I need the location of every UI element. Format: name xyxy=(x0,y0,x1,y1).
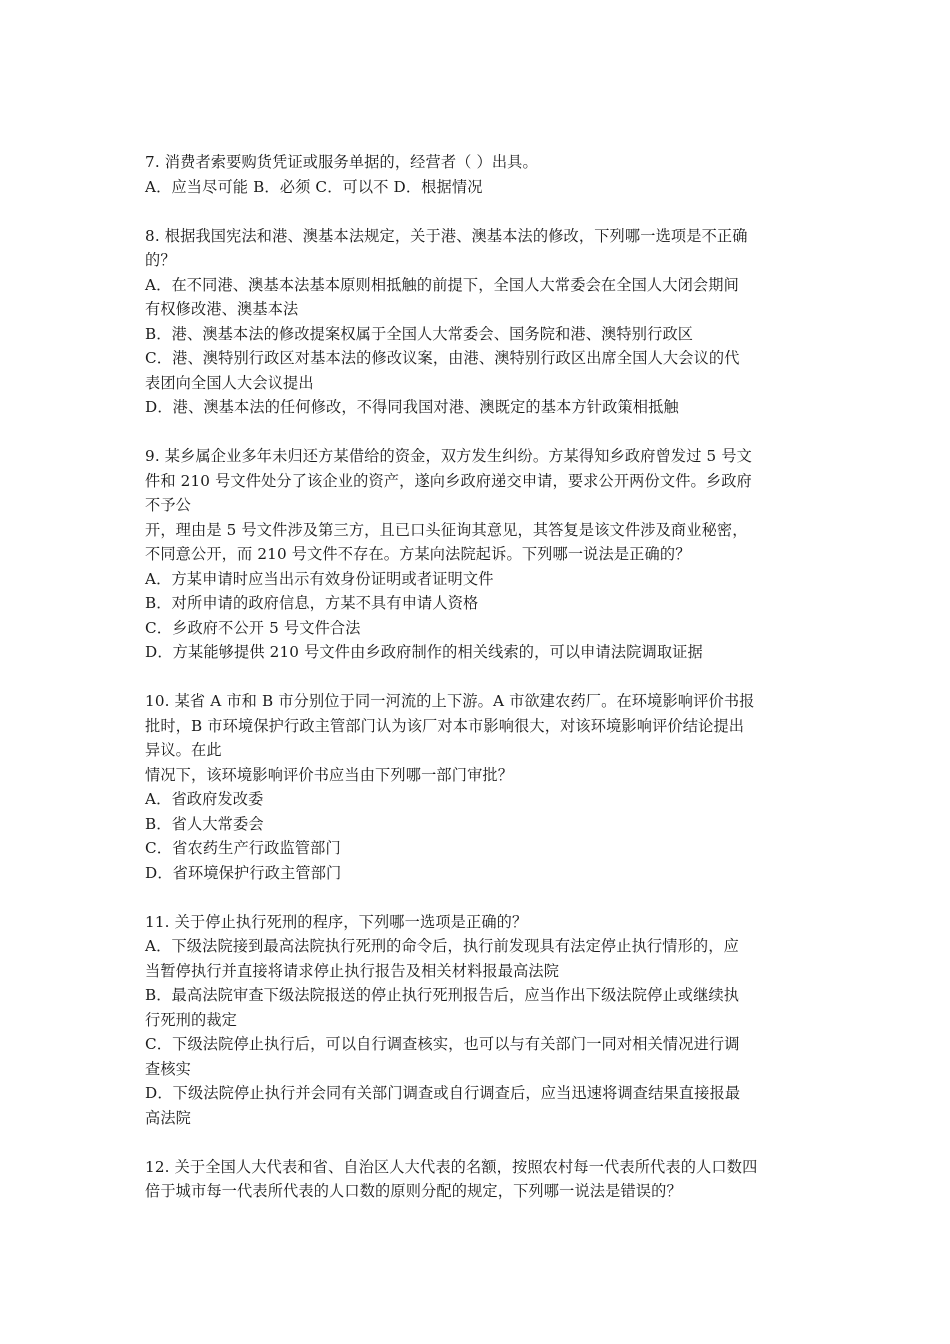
question-10-option-a: A．省政府发改委 xyxy=(145,790,264,808)
question-9-option-a: A．方某申请时应当出示有效身份证明或者证明文件 xyxy=(145,569,494,588)
question-11-option-a: A．下级法院接到最高法院执行死刑的命令后，执行前发现具有法定停止执行情形的，应 xyxy=(145,937,739,955)
question-9-option-c: C．乡政府不公开 5 号文件合法 xyxy=(145,618,361,637)
question-10-stem-line: 10. 某省 A 市和 B 市分别位于同一河流的上下游。A 市欲建农药厂。在环境影响评价书报 xyxy=(145,692,755,710)
question-10-option-c: C．省农药生产行政监管部门 xyxy=(145,839,341,857)
question-10 xyxy=(145,689,809,885)
question-11-option-b-cont: 行死刑的裁定 xyxy=(145,1010,238,1029)
question-11-option-b: B．最高法院审查下级法院报送的停止执行死刑报告后，应当作出下级法院停止或继续执 xyxy=(145,986,740,1004)
question-11-option-a-cont: 当暂停执行并直接将请求停止执行报告及相关材料报最高法院 xyxy=(145,961,560,980)
question-11-option-d: D．下级法院停止执行并会同有关部门调查或自行调查后，应当迅速将调查结果直接报最 xyxy=(145,1084,741,1102)
question-8-option-d: D．港、澳基本法的任何修改，不得同我国对港、澳既定的基本方针政策相抵触 xyxy=(145,398,679,416)
question-11-option-d-cont: 高法院 xyxy=(145,1108,192,1127)
question-7-stem: 7. 消费者索要购货凭证或服务单据的，经营者（ ）出具。 xyxy=(145,153,538,171)
question-10-option-d: D．省环境保护行政主管部门 xyxy=(145,863,342,882)
question-8-stem-line: 8. 根据我国宪法和港、澳基本法规定，关于港、澳基本法的修改，下列哪一选项是不正确 xyxy=(145,226,748,245)
question-8-option-c-cont: 表团向全国人大会议提出 xyxy=(145,373,314,392)
question-11-option-c-cont: 查核实 xyxy=(145,1059,192,1078)
question-10-option-b: B．省人大常委会 xyxy=(145,814,264,833)
question-8-option-a-cont: 有权修改港、澳基本法 xyxy=(145,300,299,318)
question-9-stem-line: 9. 某乡属企业多年未归还方某借给的资金，双方发生纠纷。方某得知乡政府曾发过 5 号文 xyxy=(145,447,753,465)
question-8-stem-line: 的？ xyxy=(145,251,176,269)
question-8-option-b: B．港、澳基本法的修改提案权属于全国人大常委会、国务院和港、澳特别行政区 xyxy=(145,324,694,343)
question-7 xyxy=(145,150,809,199)
question-9-option-b: B．对所申请的政府信息，方某不具有申请人资格 xyxy=(145,594,479,612)
question-8-option-c: C．港、澳特别行政区对基本法的修改议案，由港、澳特别行政区出席全国人大会议的代 xyxy=(145,349,740,367)
question-7-options: A．应当尽可能 B．必须 C．可以不 D．根据情况 xyxy=(145,177,483,196)
question-9-stem-line: 开，理由是 5 号文件涉及第三方，且已口头征询其意见，其答复是该文件涉及商业秘密， xyxy=(145,520,748,539)
question-12-stem-line: 倍于城市每一代表所代表的人口数的原则分配的规定，下列哪一说法是错误的？ xyxy=(145,1182,682,1200)
question-11-option-c: C．下级法院停止执行后，可以自行调查核实，也可以与有关部门一同对相关情况进行调 xyxy=(145,1035,740,1053)
question-9-stem-line: 件和 210 号文件处分了该企业的资产，遂向乡政府递交申请，要求公开两份文件。乡政府 xyxy=(145,471,752,490)
question-10-stem-line: 异议。在此 xyxy=(145,741,222,759)
question-11 xyxy=(145,910,809,1131)
question-9 xyxy=(145,444,809,665)
question-12-stem-line: 12. 关于全国人大代表和省、自治区人大代表的名额，按照农村每一代表所代表的人口数四 xyxy=(145,1157,758,1176)
question-9-option-d: D．方某能够提供 210 号文件由乡政府制作的相关线索的，可以申请法院调取证据 xyxy=(145,643,703,661)
question-9-stem-line: 不予公 xyxy=(145,496,192,514)
question-9-stem-line: 不同意公开，而 210 号文件不存在。方某向法院起诉。下列哪一说法是正确的？ xyxy=(145,545,691,563)
document-page xyxy=(145,150,809,1228)
question-11-stem: 11. 关于停止执行死刑的程序，下列哪一选项是正确的？ xyxy=(145,912,528,931)
question-10-stem-line: 批时，B 市环境保护行政主管部门认为该厂对本市影响很大，对该环境影响评价结论提出 xyxy=(145,716,745,735)
question-8 xyxy=(145,224,809,420)
question-12 xyxy=(145,1155,809,1204)
question-10-stem-line: 情况下，该环境影响评价书应当由下列哪一部门审批？ xyxy=(145,765,514,784)
question-8-option-a: A．在不同港、澳基本法基本原则相抵触的前提下，全国人大常委会在全国人大闭会期间 xyxy=(145,275,739,294)
